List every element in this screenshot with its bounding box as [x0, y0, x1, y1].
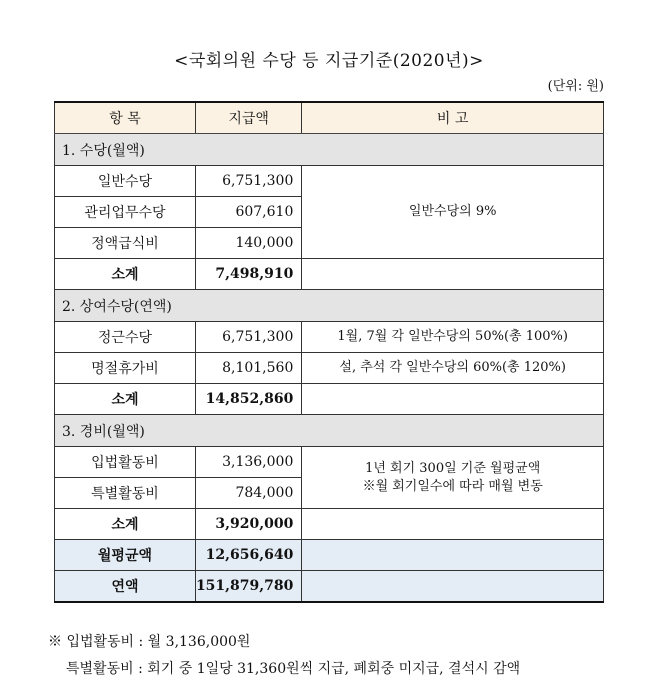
item-name: 특별활동비: [55, 478, 196, 509]
section-row: [55, 290, 604, 322]
item-name: 정근수당: [55, 322, 196, 353]
item-amount: 607,610: [195, 197, 301, 228]
subtotal-row: [55, 509, 604, 540]
item-amount: 140,000: [195, 228, 301, 259]
section-title: 3. 경비(월액): [55, 415, 604, 447]
item-name: 명절휴가비: [55, 353, 196, 384]
table-header-row: [55, 102, 604, 134]
monthly-average-row: [55, 540, 604, 571]
empty-note: [302, 259, 604, 290]
item-note: 1월, 7월 각 일반수당의 50%(총 100%): [302, 322, 604, 353]
subtotal-label: 소계: [55, 384, 196, 415]
subtotal-row: [55, 259, 604, 290]
subtotal-amount: 7,498,910: [195, 259, 301, 290]
table-row: [55, 322, 604, 353]
empty-note: [302, 571, 604, 603]
header-item: 항 목: [55, 102, 196, 134]
item-amount: 3,136,000: [195, 447, 301, 478]
header-amount: 지급액: [195, 102, 301, 134]
footnote-line-2: 특별활동비 : 회기 중 1일당 31,360원씩 지급, 폐회중 미지급, 결석시 감액: [66, 661, 521, 677]
item-name: 입법활동비: [55, 447, 196, 478]
subtotal-row: [55, 384, 604, 415]
item-name: 정액급식비: [55, 228, 196, 259]
item-name: 관리업무수당: [55, 197, 196, 228]
subtotal-amount: 14,852,860: [195, 384, 301, 415]
item-amount: 6,751,300: [195, 322, 301, 353]
empty-note: [302, 384, 604, 415]
empty-note: [302, 540, 604, 571]
item-amount: 784,000: [195, 478, 301, 509]
subtotal-amount: 3,920,000: [195, 509, 301, 540]
item-note: 일반수당의 9%: [302, 166, 604, 259]
section-row: [55, 415, 604, 447]
empty-note: [302, 509, 604, 540]
item-amount: 8,101,560: [195, 353, 301, 384]
item-note: [302, 447, 604, 509]
document-title: <국회의원 수당 등 지급기준(2020년)>: [174, 51, 484, 71]
unit-label: (단위: 원): [547, 79, 604, 94]
item-note: 설, 추석 각 일반수당의 60%(총 120%): [302, 353, 604, 384]
annual-total-amount: 151,879,780: [195, 571, 301, 603]
item-amount: 6,751,300: [195, 166, 301, 197]
section-title: 2. 상여수당(연액): [55, 290, 604, 322]
item-name: 일반수당: [55, 166, 196, 197]
allowance-table: [54, 101, 604, 603]
table-row: [55, 166, 604, 197]
footnote-line-1: ※ 입법활동비 : 월 3,136,000원: [48, 634, 251, 650]
annual-total-row: [55, 571, 604, 603]
table-row: [55, 447, 604, 478]
annual-total-label: 연액: [55, 571, 196, 603]
header-note: 비 고: [302, 102, 604, 134]
subtotal-label: 소계: [55, 259, 196, 290]
monthly-average-label: 월평균액: [55, 540, 196, 571]
note-line: 1년 회기 300일 기준 월평균액: [365, 460, 541, 476]
monthly-average-amount: 12,656,640: [195, 540, 301, 571]
section-row: [55, 134, 604, 166]
subtotal-label: 소계: [55, 509, 196, 540]
section-title: 1. 수당(월액): [55, 134, 604, 166]
note-line: ※월 회기일수에 따라 매월 변동: [362, 478, 543, 494]
table-row: [55, 353, 604, 384]
